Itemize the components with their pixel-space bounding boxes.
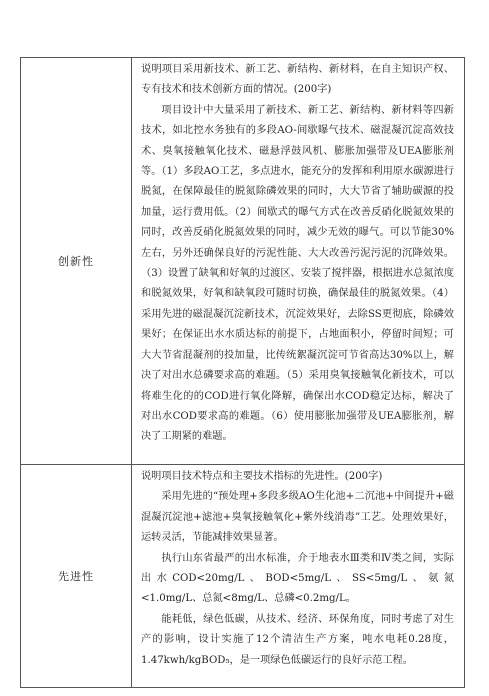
table-row-advancement bbox=[21, 465, 465, 688]
advancement-prompt: 说明项目技术特点和主要技术指标的先进性。(200字) bbox=[141, 471, 383, 482]
innovation-prompt: 说明项目采用新技术、新工艺、新结构、新材料，在自主知识产权、专有技术和技术创新方面的情况。(200字) bbox=[141, 64, 454, 96]
innovation-content-cell bbox=[132, 58, 465, 465]
table-row-innovation bbox=[21, 58, 465, 465]
advancement-content-cell bbox=[132, 465, 465, 688]
advancement-paragraph: 执行山东省最严的出水标准，介于地表水Ⅲ类和Ⅳ类之间，实际出水COD<20mg/L、BOD<5mg/L、SS<5mg/L、氨氮<1.0mg/L、总氮<8mg/L、总磷<0.2mg/L。 bbox=[141, 552, 454, 605]
row-label-advancement: 先进性 bbox=[21, 465, 132, 688]
innovation-body: 项目设计中大量采用了新技术、新工艺、新结构、新材料等四新技术，如北控水务独有的多段AO-间歇曝气技术、磁混凝沉淀高效技术、臭氧接触氧化技术、磁悬浮鼓风机、膨胀加强带及UEA膨胀剂等。（1）多段AO工艺，多点进水，能充分的发挥和利用原水碳源进行脱氮，在保障最佳的脱氮除磷效果的同时，大大节省了辅助碳源的投加量，运行费用低。（2）间歇式的曝气方式在改善反硝化脱氮效果的同时，改善反硝化脱氮效果的同时，减少无效的曝气。可以节能30%左右，另外还确保良好的污泥性能、大大改善污泥污泥的沉降效果。（3）设置了缺氧和好氧的过渡区、安装了搅拌器，根据进水总氮浓度和脱氮效果，好氧和缺氧段可随时切换，确保最佳的脱氮效果。（4）采用先进的磁混凝沉淀新技术，沉淀效果好，去除SS更彻底，除磷效果好；在保证出水水质达标的前提下，占地面积小，停留时间短；可大大节省混凝剂的投加量，比传统絮凝沉淀可节省高达30%以上，解决了对出水总磷要求高的难题。（5）采用臭氧接触氧化新技术，可以将难生化的的COD进行氧化降解，确保出水COD稳定达标，解决了对出水COD要求高的难题。（6）使用膨胀加强带及UEA膨胀剂，解决了工期紧的难题。 bbox=[141, 104, 454, 443]
application-form-table bbox=[20, 57, 465, 688]
advancement-paragraph: 采用先进的“预处理+多段多级AO生化池+二沉池+中间提升+磁混凝沉淀池+滤池+臭氧接触氧化+紫外线消毒”工艺。处理效果好，运转灵活，节能减排效果显著。 bbox=[141, 491, 454, 544]
advancement-paragraph: 能耗低，绿色低碳，从技术、经济、环保角度，同时考虑了对生产的影响，设计实施了12个清洁生产方案，吨水电耗0.28度，1.47kwh/kgBOD₅，是一项绿色低碳运行的良好示范工程。 bbox=[141, 613, 454, 666]
row-label-innovation: 创新性 bbox=[21, 58, 132, 465]
